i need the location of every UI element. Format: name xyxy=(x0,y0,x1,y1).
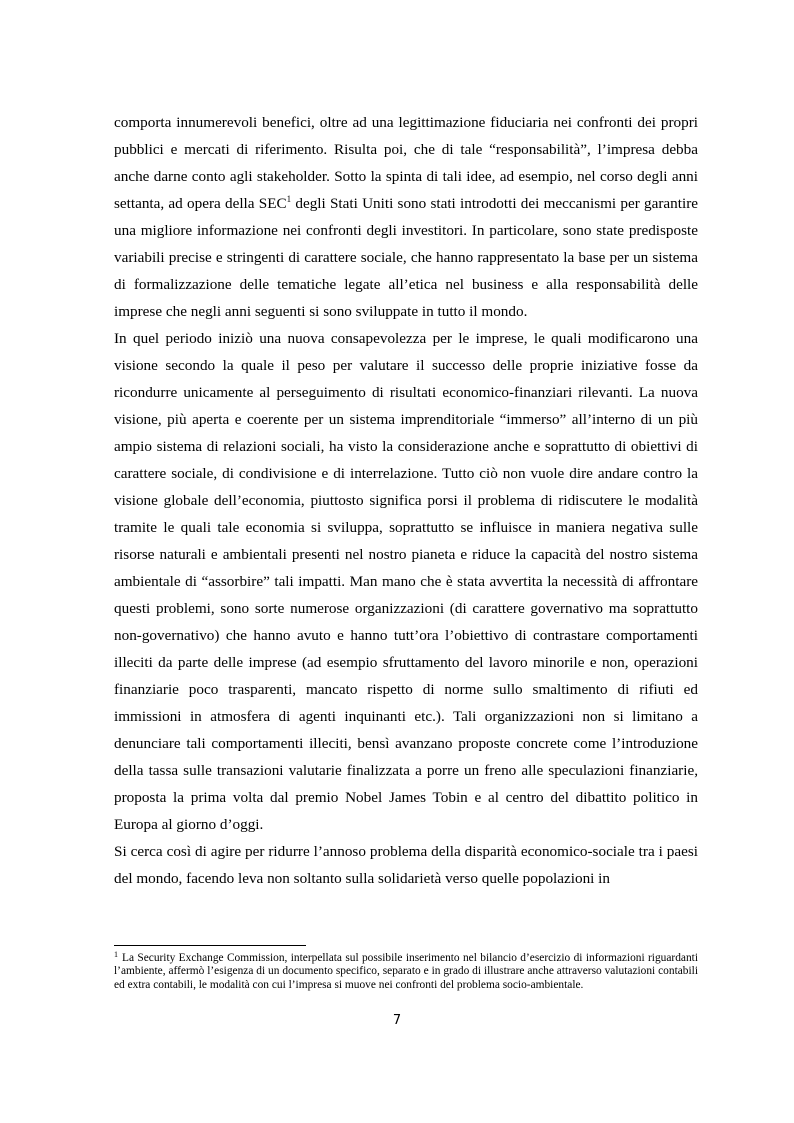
footnote-number: 1 xyxy=(114,950,118,959)
footnote-reference[interactable]: 1 xyxy=(286,194,292,204)
footnote-text: La Security Exchange Commission, interpellata sul possibile inserimento nel bilancio d’esercizio di informazioni riguardanti l’ambiente, affermò l’esigenza di un documento specifico, separato e in grado di illustrare anche attraverso valutazioni contabili ed extra contabili, le modalità con cui l’impresa si muove nei confronti del problema socio-ambientale. xyxy=(114,952,698,991)
paragraph-3: Si cerca così di agire per ridurre l’annoso problema della disparità economico-sociale tra i paesi del mondo, facendo leva non soltanto sulla solidarietà verso quelle popolazioni in xyxy=(114,843,698,887)
paragraph-1 xyxy=(114,109,698,325)
page-number: 7 xyxy=(392,1013,402,1028)
paragraph-1-text-before: comporta innumerevoli benefici, oltre ad una legittimazione fiduciaria nei confronti dei propri pubblici e mercati di riferimento. Risulta poi, che di tale “responsabilità”, l’impresa debba anche darne conto agli stakeholder. Sotto la spinta di tali idee, ad esempio, nel corso degli anni settanta, ad opera della SEC xyxy=(114,114,698,212)
paragraph-1-text-after: degli Stati Uniti sono stati introdotti dei meccanismi per garantire una migliore informazione nei confronti degli investitori. In particolare, sono state predisposte variabili precise e stringenti di carattere sociale, che hanno rappresentato la base per un sistema di formalizzazione delle tematiche legate all’etica nel business e alla responsabilità delle imprese che negli anni seguenti si sono sviluppate in tutto il mondo. xyxy=(114,195,698,320)
footnote xyxy=(114,952,698,992)
body-text xyxy=(114,109,698,892)
footnote-separator xyxy=(114,945,306,946)
paragraph-2: In quel periodo iniziò una nuova consapevolezza per le imprese, le quali modificarono una visione secondo la quale il peso per valutare il successo delle proprie iniziative fosse da ricondurre unicamente al perseguimento di risultati economico-finanziari rilevanti. La nuova visione, più aperta e coerente per un sistema imprenditoriale “immerso” all’interno di un più ampio sistema di relazioni sociali, ha visto la considerazione anche e soprattutto di obiettivi di carattere sociale, di condivisione e di interrelazione. Tutto ciò non vuole dire andare contro la visione globale dell’economia, piuttosto significa porsi il problema di ridiscutere le modalità tramite le quali tale economia si sviluppa, soprattutto se influisce in maniera negativa sulle risorse naturali e ambientali presenti nel nostro pianeta e riduce la capacità del nostro sistema ambientale di “assorbire” tali impatti. Man mano che è stata avvertita la necessità di affrontare questi problemi, sono sorte numerose organizzazioni (di carattere governativo ma soprattutto non-governativo) che hanno avuto e hanno tutt’ora l’obiettivo di contrastare comportamenti illeciti da parte delle imprese (ad esempio sfruttamento del lavoro minorile e non, operazioni finanziarie poco trasparenti, mancato rispetto di norme sullo smaltimento di rifiuti ed immissioni in atmosfera di agenti inquinanti etc.). Tali organizzazioni non si limitano a denunciare tali comportamenti illeciti, bensì avanzano proposte concrete come l’introduzione della tassa sulle transazioni valutarie finalizzata a porre un freno alle speculazioni finanziarie, proposta la prima volta dal premio Nobel James Tobin e al centro del dibattito politico in Europa al giorno d’oggi. xyxy=(114,330,698,833)
